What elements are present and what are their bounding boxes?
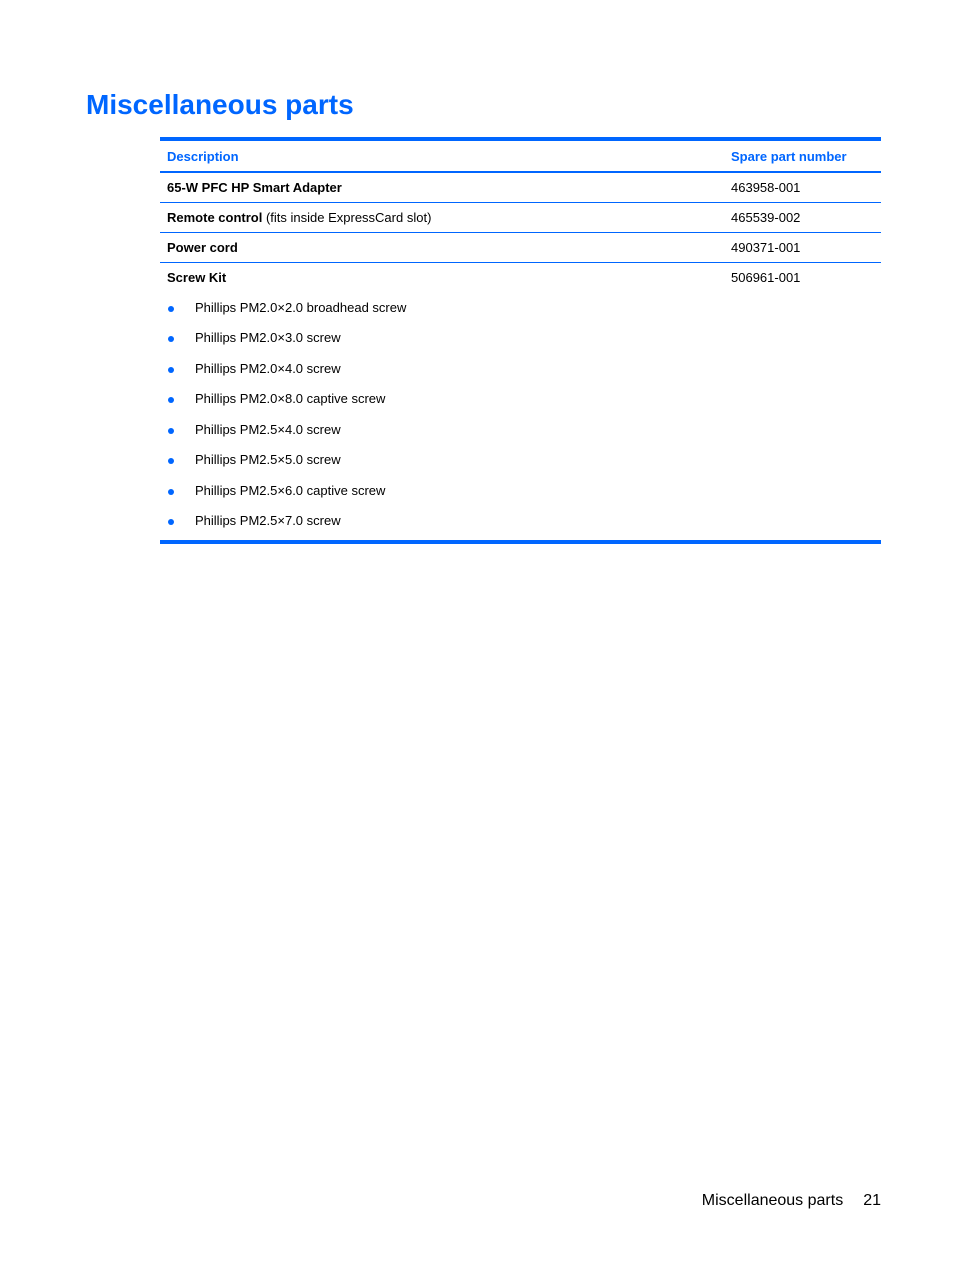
list-item [160,353,881,384]
list-item [160,292,881,323]
row-description-bold: Screw Kit [167,270,227,285]
row-part-number: 490371-001 [731,240,801,255]
bullet-icon [168,458,174,464]
screw-item-label: Phillips PM2.0×3.0 screw [195,330,341,346]
footer-section-title: Miscellaneous parts [701,1192,844,1209]
row-part-number: 463958-001 [731,180,801,195]
row-description [160,210,731,225]
screw-item-label: Phillips PM2.0×8.0 captive screw [195,391,386,407]
bullet-icon [168,336,174,342]
list-item [160,414,881,445]
parts-table [160,137,881,544]
bullet-icon [168,519,174,525]
table-row [160,203,881,233]
list-item [160,475,881,506]
list-item [160,506,881,537]
bullet-icon [168,367,174,373]
screw-item-label: Phillips PM2.5×7.0 screw [195,513,341,529]
table-bottom-spacer [160,536,881,540]
header-description: Description [167,148,239,164]
row-description-bold: Power cord [167,240,238,255]
header-spare-part-number: Spare part number [731,148,847,164]
table-row [160,233,881,263]
list-item [160,384,881,415]
row-description-rest: (fits inside ExpressCard slot) [262,210,432,225]
bullet-icon [168,306,174,312]
footer-page-number: 21 [863,1192,881,1209]
list-item [160,323,881,354]
row-description-bold: Remote control [167,210,263,225]
screw-kit-list [160,292,881,536]
screw-item-label: Phillips PM2.5×6.0 captive screw [195,482,386,498]
table-header [160,141,881,173]
table-row [160,263,881,292]
page-title: Miscellaneous parts [86,89,354,120]
screw-item-label: Phillips PM2.5×5.0 screw [195,452,341,468]
bullet-icon [168,428,174,434]
row-part-number: 465539-002 [731,210,801,225]
row-part-number: 506961-001 [731,270,801,285]
screw-item-label: Phillips PM2.0×2.0 broadhead screw [195,299,407,315]
table-row [160,173,881,203]
list-item [160,445,881,476]
bullet-icon [168,489,174,495]
screw-item-label: Phillips PM2.0×4.0 screw [195,360,341,376]
row-description [160,180,731,195]
row-description-bold: 65-W PFC HP Smart Adapter [167,180,342,195]
row-description [160,270,731,285]
screw-item-label: Phillips PM2.5×4.0 screw [195,421,341,437]
row-description [160,240,731,255]
page-footer [702,1192,881,1210]
bullet-icon [168,397,174,403]
